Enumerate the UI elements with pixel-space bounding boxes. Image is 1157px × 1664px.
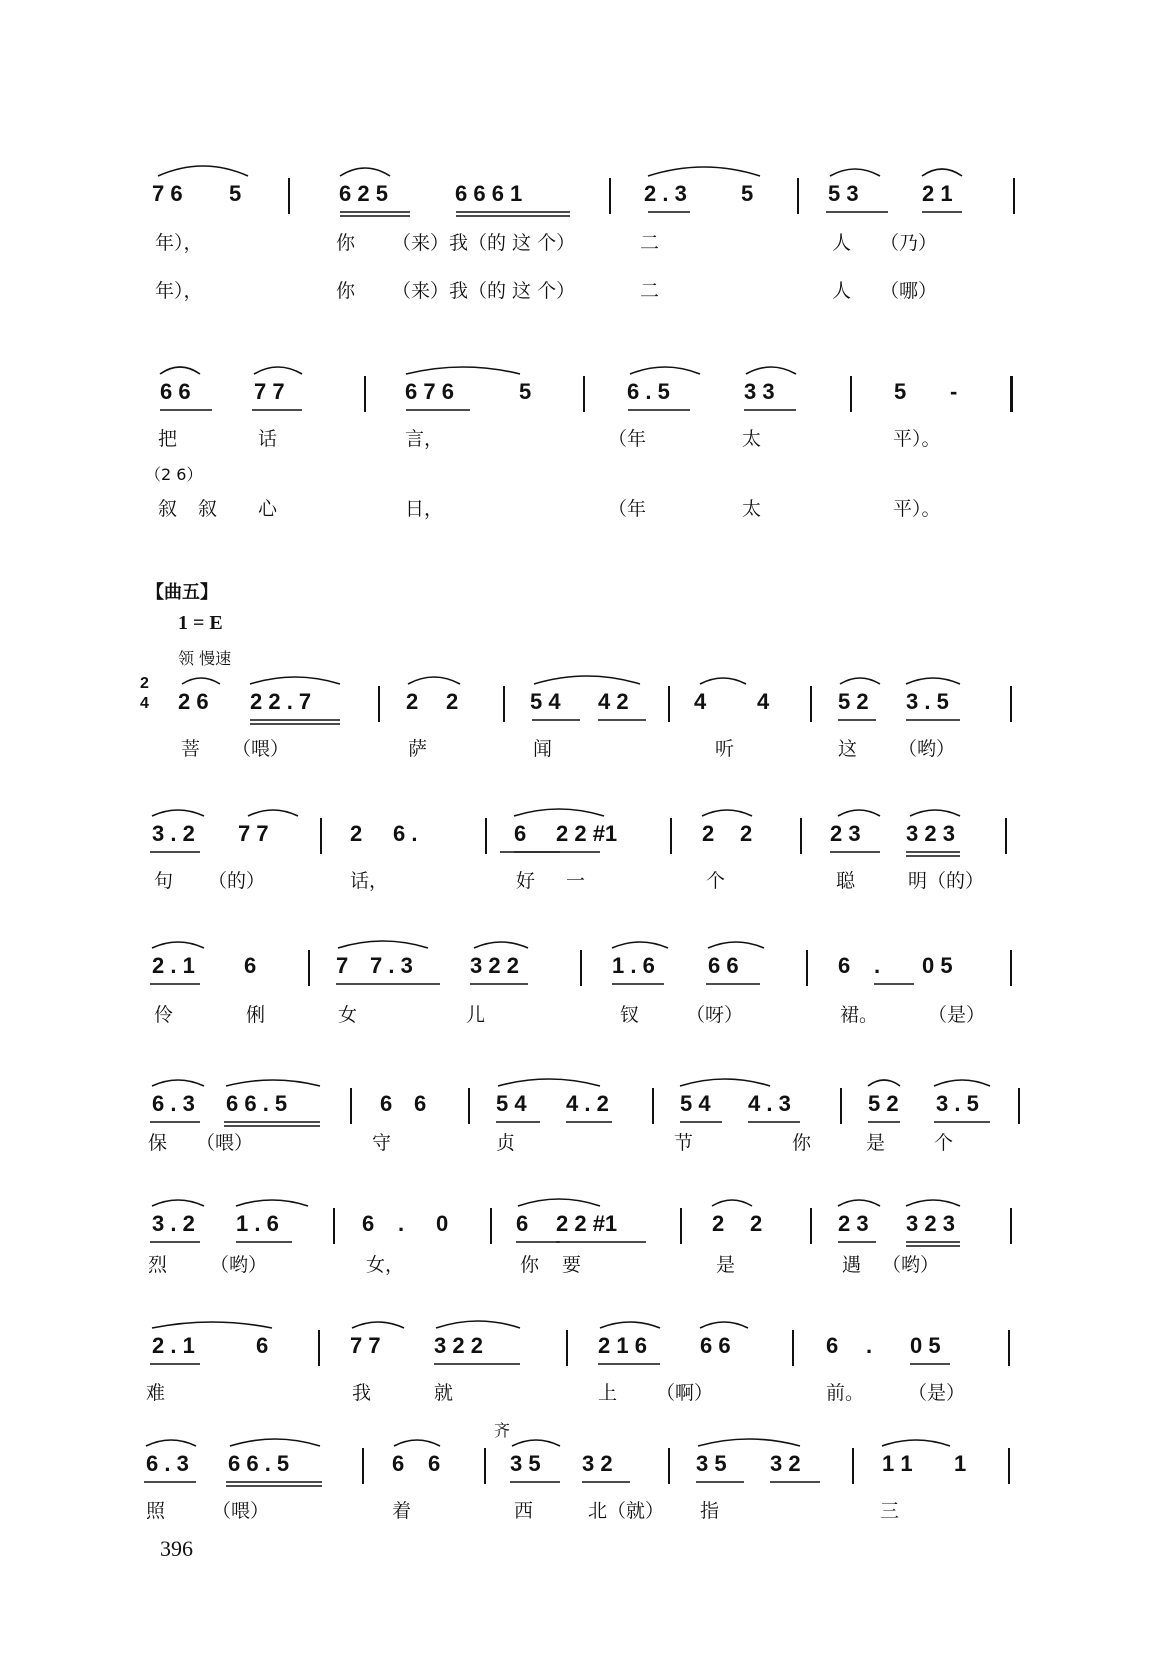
- bar-line: [1010, 1208, 1012, 1244]
- lyric: 北（就）: [588, 1500, 665, 1522]
- slur: [146, 1440, 196, 1446]
- note-group: 6: [428, 1451, 441, 1476]
- slur: [746, 367, 796, 374]
- bar-line: [850, 376, 852, 412]
- note-group: 2: [740, 821, 753, 846]
- lyric: 你: [792, 1132, 812, 1154]
- note-group: 3 5: [510, 1451, 541, 1476]
- key-signature: 1 = E: [178, 612, 223, 634]
- slur: [230, 1439, 320, 1446]
- note-group: 2: [750, 1211, 763, 1236]
- lyric: 萨: [408, 738, 428, 760]
- slur: [226, 1080, 320, 1086]
- lyric: 话，: [350, 870, 389, 892]
- bar-line: [378, 686, 380, 722]
- note-group: 1: [954, 1451, 967, 1476]
- lyric: 菩: [181, 738, 201, 760]
- note-group: 2 3: [830, 821, 861, 846]
- lyric: 钗: [620, 1004, 640, 1026]
- slur: [160, 367, 200, 374]
- bar-line: [670, 818, 672, 854]
- lyric: 听: [715, 738, 735, 760]
- lyric: 明（的）: [908, 870, 985, 892]
- lyric: 你: [336, 280, 356, 302]
- lyric: 要: [562, 1254, 582, 1276]
- bar-line: [288, 178, 290, 214]
- lyric: 节: [674, 1132, 694, 1154]
- lyric: 是: [866, 1132, 886, 1154]
- slur: [408, 677, 460, 684]
- slur: [910, 810, 960, 816]
- bar-line: [583, 376, 585, 412]
- slur: [698, 1439, 800, 1446]
- lyric: （哪）: [880, 280, 938, 302]
- lyric: 贞: [496, 1132, 516, 1154]
- note-group: 2 2 #1: [556, 821, 618, 846]
- lyric: 平）。: [893, 428, 941, 450]
- lyric: （哟）: [210, 1254, 268, 1276]
- note-group: 2 1 6: [598, 1333, 647, 1358]
- lyric: （年: [608, 498, 647, 520]
- lyric: （来）我（的 这 个）: [392, 232, 576, 254]
- note-group: 7 6: [152, 181, 183, 206]
- note-group: 2 . 1: [152, 1333, 195, 1358]
- lyric: 叙: [158, 498, 178, 520]
- slur: [648, 167, 760, 176]
- bar-line: [468, 1088, 470, 1124]
- note-group: 6 6 . 5: [226, 1091, 288, 1116]
- bar-line: [609, 178, 611, 214]
- lyric: 伶: [154, 1004, 174, 1026]
- note-group: 6 6: [700, 1333, 731, 1358]
- bar-line: [580, 950, 582, 986]
- slur: [340, 168, 390, 176]
- note-group: 2 3: [838, 1211, 869, 1236]
- slur: [474, 942, 528, 948]
- note-group: 6 6: [160, 379, 191, 404]
- note-group: .: [398, 1211, 405, 1236]
- slur: [152, 1200, 204, 1206]
- slur: [152, 1322, 272, 1328]
- bar-line: [1008, 1330, 1010, 1366]
- time-signature-top: 2: [140, 675, 149, 692]
- note-group: 6: [380, 1091, 393, 1116]
- note-group: 3 . 2: [152, 1211, 195, 1236]
- note-group: 2: [406, 689, 419, 714]
- slur: [868, 1080, 900, 1086]
- lyric: （喂）: [196, 1132, 254, 1154]
- bar-line: [490, 1208, 492, 1244]
- bar-line: [800, 818, 802, 854]
- lyric: 一: [566, 870, 586, 892]
- note-group: 5 2: [838, 689, 869, 714]
- slur: [514, 809, 604, 816]
- note-group: 1 1: [882, 1451, 913, 1476]
- note-group: 5 3: [828, 181, 859, 206]
- note-group: 2 2 #1: [556, 1211, 618, 1236]
- slur: [338, 941, 428, 948]
- lyric: 日，: [405, 498, 444, 520]
- bar-line: [364, 376, 366, 412]
- bar-line: [806, 950, 808, 986]
- note-group: 6: [838, 953, 851, 978]
- bar-line: [652, 1088, 654, 1124]
- lyric: （的）: [208, 870, 266, 892]
- note-group: .: [874, 953, 881, 978]
- lyric: 就: [434, 1382, 454, 1404]
- lyric: 叙: [198, 498, 218, 520]
- note-group: 2 2 . 7: [250, 689, 312, 714]
- slur: [158, 166, 248, 176]
- bar-line: [318, 1330, 320, 1366]
- lyric: 是: [716, 1254, 736, 1276]
- note-group: 6: [362, 1211, 375, 1236]
- slur: [712, 1200, 752, 1206]
- bar-line: [840, 1088, 842, 1124]
- lyric: （呀）: [686, 1004, 744, 1026]
- bar-line: [350, 1088, 352, 1124]
- lyric: 好: [516, 870, 536, 892]
- note-group: 2 . 1: [152, 953, 195, 978]
- bar-line: [852, 1448, 854, 1484]
- slur: [702, 810, 752, 816]
- note-group: 3 2: [582, 1451, 613, 1476]
- lyric: （来）我（的 这 个）: [392, 280, 576, 302]
- note-group: -: [950, 379, 958, 404]
- note-group: 3 2 2: [470, 953, 519, 978]
- note-group: 6 6 6 1: [455, 181, 523, 206]
- note-group: 4 . 2: [566, 1091, 609, 1116]
- slur: [838, 1200, 880, 1206]
- lyric: 你: [520, 1254, 540, 1276]
- note-group: 2 1: [922, 181, 953, 206]
- bar-line: [362, 1448, 364, 1484]
- note-group: 2: [446, 689, 459, 714]
- note-group: 3 2: [770, 1451, 801, 1476]
- note-group: 6: [516, 1211, 529, 1236]
- lyric: 二: [640, 280, 660, 302]
- bar-line: [1010, 686, 1012, 722]
- lyric: （哟）: [882, 1254, 940, 1276]
- lyric: （年: [608, 428, 647, 450]
- note-group: 6: [392, 1451, 405, 1476]
- slur: [840, 678, 880, 684]
- lyric: 人: [832, 232, 852, 254]
- lyric: 话: [258, 428, 278, 450]
- lyric: 西: [514, 1500, 534, 1522]
- note-group: 3 . 5: [936, 1091, 979, 1116]
- lyric: 个: [934, 1132, 954, 1154]
- lyric: 太: [742, 428, 762, 450]
- lyric: 句: [154, 870, 174, 892]
- note-group: 2 6: [178, 689, 209, 714]
- slur: [236, 1200, 308, 1206]
- note-group: 3 3: [744, 379, 775, 404]
- note-group: 6 .: [393, 821, 418, 846]
- note-group: 7: [336, 953, 349, 978]
- lyric: 个: [706, 870, 726, 892]
- slur: [882, 1440, 950, 1446]
- bar-line: [1005, 818, 1007, 854]
- note-group: 6 6 . 5: [228, 1451, 290, 1476]
- note-group: 5: [519, 379, 532, 404]
- bar-line: [333, 1208, 335, 1244]
- lyric: （是）: [908, 1382, 966, 1404]
- bar-line: [1013, 178, 1015, 214]
- lyric: 上: [598, 1382, 618, 1404]
- note-group: 4 . 3: [748, 1091, 791, 1116]
- slur: [838, 810, 880, 816]
- lyric: （哟）: [898, 738, 956, 760]
- note-group: 7 7: [254, 379, 285, 404]
- slur: [406, 367, 520, 374]
- slur: [906, 678, 960, 684]
- note-group: 0 5: [910, 1333, 941, 1358]
- note-group: 2: [712, 1211, 725, 1236]
- slur: [630, 367, 700, 374]
- lyric: 遇: [842, 1254, 862, 1276]
- bar-line: [320, 818, 322, 854]
- bar-line: [1010, 950, 1012, 986]
- lyric: 言，: [405, 428, 444, 450]
- lyric: 保: [148, 1132, 168, 1154]
- lyric: 这: [838, 738, 858, 760]
- note-group: 6 6: [708, 953, 739, 978]
- lyric: 心: [258, 498, 278, 520]
- note-group: 2 . 3: [644, 181, 687, 206]
- slur: [934, 1080, 990, 1086]
- slur: [922, 169, 962, 176]
- lyric: （喂）: [212, 1500, 270, 1522]
- slur: [830, 169, 880, 176]
- slur: [182, 678, 220, 684]
- bar-line: [797, 178, 799, 214]
- bar-line-final: [1010, 376, 1013, 412]
- note-group: 5: [229, 181, 242, 206]
- note-group: 6 . 3: [152, 1091, 195, 1116]
- lyric: 我: [352, 1382, 372, 1404]
- note-group: 3 . 2: [152, 821, 195, 846]
- bar-line: [792, 1330, 794, 1366]
- slur: [394, 1440, 440, 1446]
- note-group: 2: [702, 821, 715, 846]
- lyric: 年），: [155, 280, 203, 302]
- bar-line: [308, 950, 310, 986]
- slur: [152, 810, 204, 816]
- note-group: 5: [894, 379, 907, 404]
- slur: [700, 1322, 748, 1328]
- note-group: 4 2: [598, 689, 629, 714]
- note-group: 0: [436, 1211, 449, 1236]
- lyric: 儿: [466, 1004, 486, 1026]
- lyric: （乃）: [880, 232, 938, 254]
- bar-line: [485, 818, 487, 854]
- lyric: 女: [338, 1004, 358, 1026]
- note-group: 6 . 5: [627, 379, 670, 404]
- lyric: 闻: [533, 738, 553, 760]
- lyric: 你: [336, 232, 356, 254]
- interlinear-notes: （2 6）: [145, 465, 203, 484]
- note-group: 3 2 3: [906, 1211, 955, 1236]
- above-text: 齐: [494, 1421, 511, 1440]
- slur: [534, 676, 640, 684]
- bar-line: [680, 1208, 682, 1244]
- lyric: 太: [742, 498, 762, 520]
- note-group: 6 7 6: [405, 379, 454, 404]
- slur: [518, 1199, 600, 1206]
- note-group: 3 . 5: [906, 689, 949, 714]
- slur: [600, 1322, 660, 1328]
- lyric: 裙。: [840, 1004, 879, 1026]
- lyric: 三: [880, 1500, 900, 1522]
- bar-line: [503, 686, 505, 722]
- note-group: 0 5: [922, 953, 953, 978]
- lyric: 二: [640, 232, 660, 254]
- slur: [248, 810, 298, 816]
- section-title: 【曲五】: [146, 582, 218, 603]
- note-group: 6 2 5: [339, 181, 388, 206]
- lyric: 着: [392, 1500, 412, 1522]
- note-group: 7 7: [350, 1333, 381, 1358]
- note-group: 5 2: [868, 1091, 899, 1116]
- lyric: （啊）: [656, 1382, 714, 1404]
- lyric: （喂）: [232, 738, 290, 760]
- note-group: 4: [694, 689, 707, 714]
- lyric: 平）。: [893, 498, 941, 520]
- note-group: 4: [757, 689, 770, 714]
- slur: [708, 942, 764, 948]
- slur: [498, 1079, 600, 1086]
- bar-line: [484, 1448, 486, 1484]
- lyric: 女，: [366, 1254, 405, 1276]
- note-group: 7 . 3: [370, 953, 413, 978]
- slur: [152, 942, 204, 948]
- note-group: 3 5: [696, 1451, 727, 1476]
- lyric: 烈: [148, 1254, 168, 1276]
- lyric: （是）: [928, 1004, 986, 1026]
- lyric: 守: [372, 1132, 392, 1154]
- page-number: 396: [160, 1536, 193, 1561]
- lyric: 指: [700, 1500, 720, 1522]
- note-group: 7 7: [238, 821, 269, 846]
- bar-line: [668, 1448, 670, 1484]
- note-group: 3 2 2: [434, 1333, 483, 1358]
- bar-line: [1018, 1088, 1020, 1124]
- slur: [152, 1080, 204, 1086]
- note-group: 5 4: [530, 689, 561, 714]
- slur: [680, 1079, 770, 1086]
- note-group: 2: [350, 821, 363, 846]
- bar-line: [810, 686, 812, 722]
- bar-line: [566, 1330, 568, 1366]
- slur: [352, 1322, 404, 1328]
- note-group: 5 4: [680, 1091, 711, 1116]
- slur: [512, 1440, 560, 1446]
- note-group: 6: [244, 953, 257, 978]
- note-group: 1 . 6: [612, 953, 655, 978]
- note-group: 5 4: [496, 1091, 527, 1116]
- note-group: 6 . 3: [146, 1451, 189, 1476]
- note-group: 1 . 6: [236, 1211, 279, 1236]
- lyric: 人: [832, 280, 852, 302]
- tempo-marking: 领 慢速: [178, 649, 232, 668]
- slur: [700, 678, 746, 684]
- note-group: 6: [256, 1333, 269, 1358]
- bar-line: [668, 686, 670, 722]
- lyric: 前。: [826, 1382, 865, 1404]
- slur: [254, 367, 302, 374]
- lyric: 年），: [155, 232, 203, 254]
- slur: [436, 1321, 520, 1328]
- note-group: 6: [826, 1333, 839, 1358]
- note-group: .: [866, 1333, 873, 1358]
- slur: [250, 677, 340, 684]
- slur: [906, 1200, 960, 1206]
- bar-line: [810, 1208, 812, 1244]
- time-signature-bottom: 4: [140, 695, 149, 712]
- lyric: 难: [146, 1382, 166, 1404]
- note-group: 3 2 3: [906, 821, 955, 846]
- lyric: 照: [146, 1500, 166, 1522]
- lyric: 俐: [246, 1004, 266, 1026]
- note-group: 5: [741, 181, 754, 206]
- note-group: 6: [514, 821, 527, 846]
- note-group: 6: [414, 1091, 427, 1116]
- lyric: 聪: [836, 870, 856, 892]
- slur: [612, 942, 668, 948]
- bar-line: [1008, 1448, 1010, 1484]
- lyric: 把: [158, 428, 178, 450]
